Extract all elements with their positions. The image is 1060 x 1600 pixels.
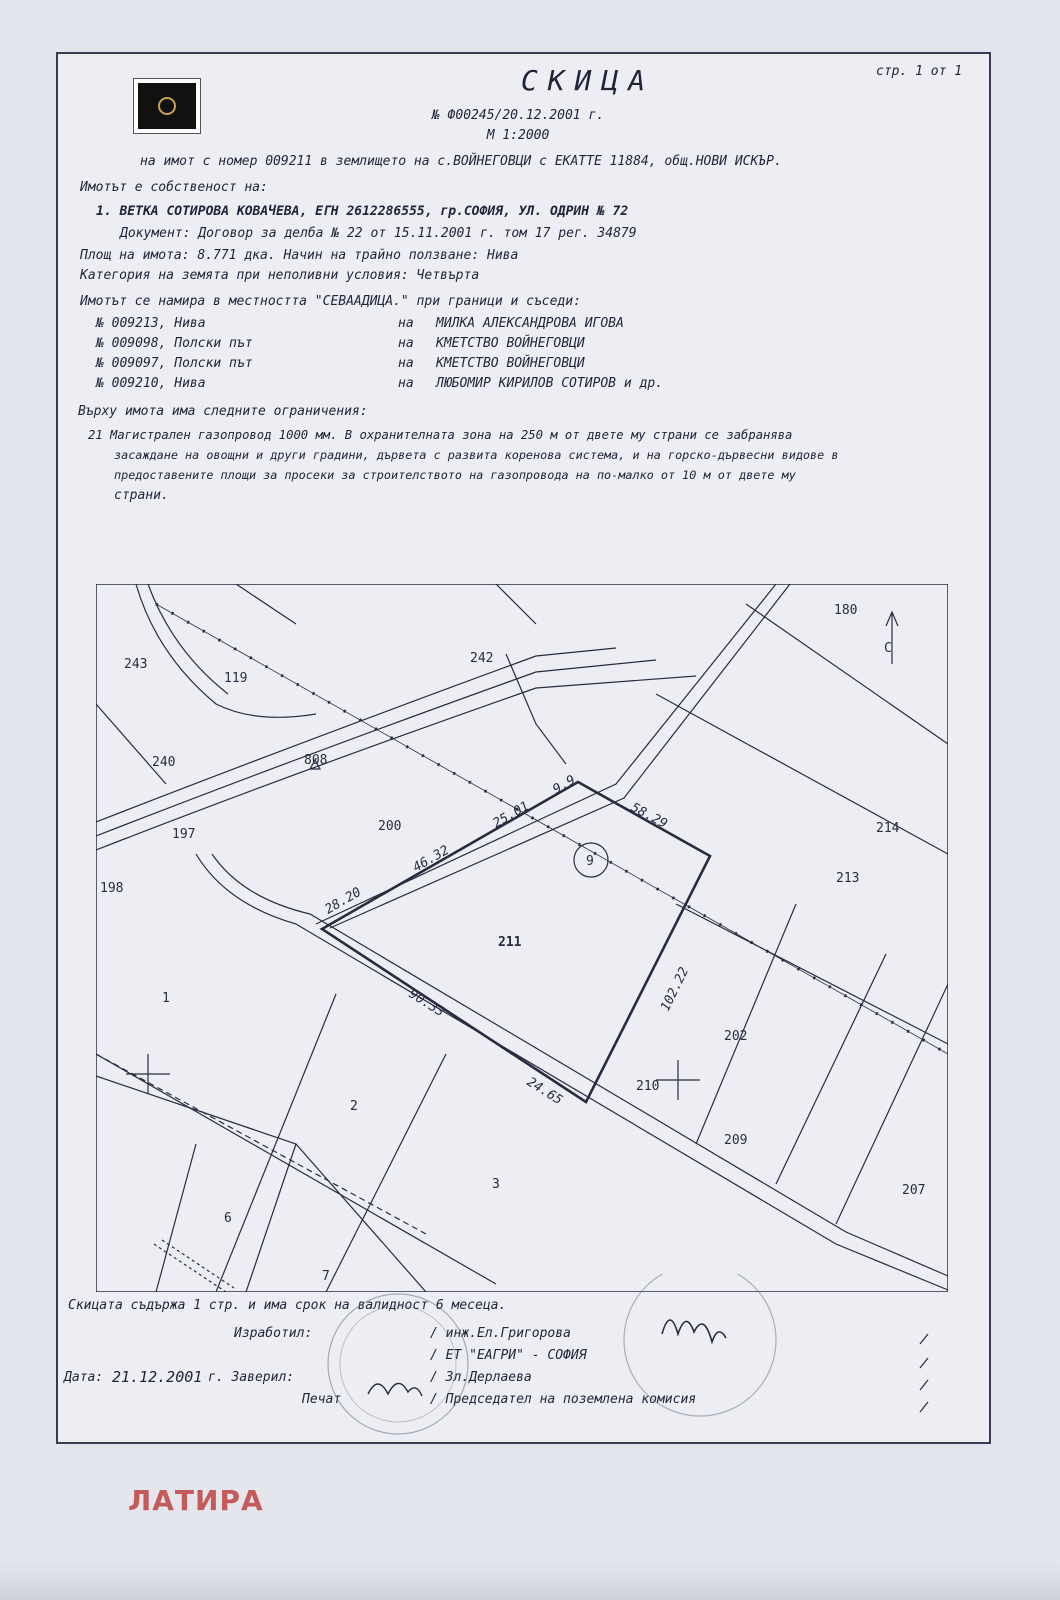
neighbour-owner: КМЕТСТВО ВОЙНЕГОВЦИ [436, 356, 585, 371]
certifier-name: / Зл.Дерлаева [430, 1370, 532, 1385]
company-name: / ЕТ "ЕАГРИ" - СОФИЯ [430, 1348, 587, 1363]
neighbour-plot: № 009210, Нива [96, 376, 206, 391]
sketch-number: № Ф00245/20.12.2001 г. [431, 108, 605, 123]
plot-label: 180 [834, 603, 858, 618]
area-line: Площ на имота: 8.771 дка. Начин на трайно ползване: Нива [80, 248, 519, 263]
restriction-line: предоставените площи за просеки за строителството на газопровода на по-малко от 10 м от двете му [114, 468, 796, 482]
neighbour-owner: КМЕТСТВО ВОЙНЕГОВЦИ [436, 336, 585, 351]
plot-label: 207 [902, 1183, 926, 1198]
hatched-strip [154, 1240, 234, 1292]
plot-label: 1 [162, 991, 170, 1006]
plot-label: 198 [100, 881, 124, 896]
dimension-label: 9.9 [550, 772, 579, 798]
parcel-line [96, 1054, 496, 1284]
parcel-line [776, 954, 886, 1184]
plot-label: 213 [836, 871, 860, 886]
north-symbol: С [884, 641, 892, 656]
dimension-label: 28.20 [322, 884, 364, 918]
neighbour-owner: МИЛКА АЛЕКСАНДРОВА ИГОВА [436, 316, 624, 331]
parcel-line [836, 984, 948, 1224]
parcel-line [156, 1144, 196, 1292]
parcel-line [676, 904, 948, 1044]
parcel-line [216, 994, 336, 1292]
plot-label: 243 [124, 657, 148, 672]
survey-point-label: 808 [304, 753, 328, 768]
signature-mark [368, 1383, 422, 1396]
latira-logo [133, 78, 201, 134]
plot-label: 214 [876, 821, 900, 836]
plot-label: 6 [224, 1211, 232, 1226]
neighbour-na: на [398, 376, 414, 391]
plot-label: 200 [378, 819, 402, 834]
restrictions-heading: Върху имота има следните ограничения: [78, 404, 368, 419]
gas-pipeline-axis [156, 604, 948, 1054]
date-label: Дата: [64, 1370, 104, 1385]
prepared-label: Изработил: [234, 1326, 313, 1341]
north-arrow-icon [886, 612, 898, 664]
neighbour-plot: № 009213, Нива [96, 316, 206, 331]
round-seal-icon [624, 1274, 776, 1416]
stamp-and-signatures [308, 1274, 908, 1454]
parcel-line [236, 584, 296, 624]
document-title: СКИЦА [520, 64, 656, 97]
seal-label: Печат [302, 1392, 342, 1407]
plot-label: 3 [492, 1177, 500, 1192]
prepared-by: / инж.Ел.Григорова [430, 1326, 571, 1341]
dimension-label: 102.22 [658, 964, 693, 1014]
plot-label: 242 [470, 651, 494, 666]
crosshair-marker [656, 1060, 700, 1100]
parcel-line [96, 704, 166, 784]
signature-mark [662, 1320, 726, 1342]
neighbour-na: на [398, 316, 414, 331]
category-line: Категория на земята при неполивни условия: Четвърта [80, 268, 480, 283]
neighbour-plot: № 009097, Полски път [96, 356, 253, 371]
owner-heading: Имотът е собственост на: [80, 180, 268, 195]
plot-label: 197 [172, 827, 196, 842]
parcel-line [246, 1144, 296, 1292]
circle-marker-label: 9 [586, 854, 594, 869]
dimension-label: 90.33 [405, 986, 448, 1021]
logo-ring-icon [158, 97, 176, 115]
cadastral-map [96, 584, 948, 1292]
parcel-line [96, 1076, 426, 1292]
date-value: 21.12.2001 [112, 1368, 203, 1386]
neighbour-na: на [398, 336, 414, 351]
road-upper-edge-1 [96, 648, 616, 822]
parcel-line [656, 694, 948, 854]
plot-label: 209 [724, 1133, 748, 1148]
parcel-line [746, 604, 948, 744]
dimension-label: 24.65 [523, 1074, 566, 1109]
dimension-label: 46.32 [410, 842, 452, 876]
road-lower-edge-1 [196, 854, 948, 1290]
parcel-line [326, 1054, 446, 1292]
road-upper-edge-2 [96, 660, 656, 836]
latira-watermark: ЛАТИРА [128, 1484, 264, 1517]
plot-label: 240 [152, 755, 176, 770]
dimension-label: 58.29 [628, 800, 670, 832]
document-line: Документ: Договор за делба № 22 от 15.11.2001 г. том 17 рег. 34879 [120, 226, 637, 241]
road-lower-edge-2 [212, 854, 948, 1276]
plot-211-label: 211 [498, 935, 522, 950]
neighbour-plot: № 009098, Полски път [96, 336, 253, 351]
dimension-label: 25.01 [490, 798, 532, 832]
scan-edge [0, 1560, 1060, 1600]
property-line: на имот с номер 009211 в землището на с.ВОЙНЕГОВЦИ с ЕКАТТЕ 11884, общ.НОВИ ИСКЪР. [140, 154, 782, 169]
dashed-line [96, 1054, 426, 1234]
restriction-line: 21 Магистрален газопровод 1000 мм. В охранителната зона на 250 м от двете му страни се забранява [88, 428, 793, 442]
plot-label: 202 [724, 1029, 748, 1044]
neighbour-owner: ЛЮБОМИР КИРИЛОВ СОТИРОВ и др. [436, 376, 663, 391]
round-seal-icon [328, 1294, 468, 1434]
plot-label: 7 [322, 1269, 330, 1284]
neighbour-na: на [398, 356, 414, 371]
sketch-scale: М 1:2000 [486, 128, 550, 143]
neighbours-heading: Имотът се намира в местността "СЕВААДИЦА." при граници и съседи: [80, 294, 581, 309]
logo-emblem [138, 83, 196, 129]
page-reference: стр. 1 от 1 [876, 64, 963, 79]
path-curve-left [136, 584, 316, 717]
restriction-line: засаждане на овощни и други градини, дървета с развита коренова система, и на горско-дървесни видове в [114, 448, 839, 462]
plot-label: 2 [350, 1099, 358, 1114]
signature-ticks [908, 1330, 948, 1420]
restriction-line: страни. [114, 488, 169, 503]
date-suffix: г. Заверил: [208, 1370, 295, 1385]
road-ne-edge-1 [316, 584, 776, 924]
validity-note: Скицата съдържа 1 стр. и има срок на валидност 6 месеца. [68, 1298, 507, 1313]
chairman-line: / Председател на поземлена комисия [430, 1392, 697, 1407]
cadastral-sketch-sheet [56, 52, 991, 1444]
plot-label: 119 [224, 671, 248, 686]
parcel-line [496, 584, 536, 624]
owner-line: 1. ВЕТКА СОТИРОВА КОВАЧЕВА, ЕГН 2612286555, гр.СОФИЯ, УЛ. ОДРИН № 72 [96, 204, 629, 219]
plot-label: 210 [636, 1079, 660, 1094]
